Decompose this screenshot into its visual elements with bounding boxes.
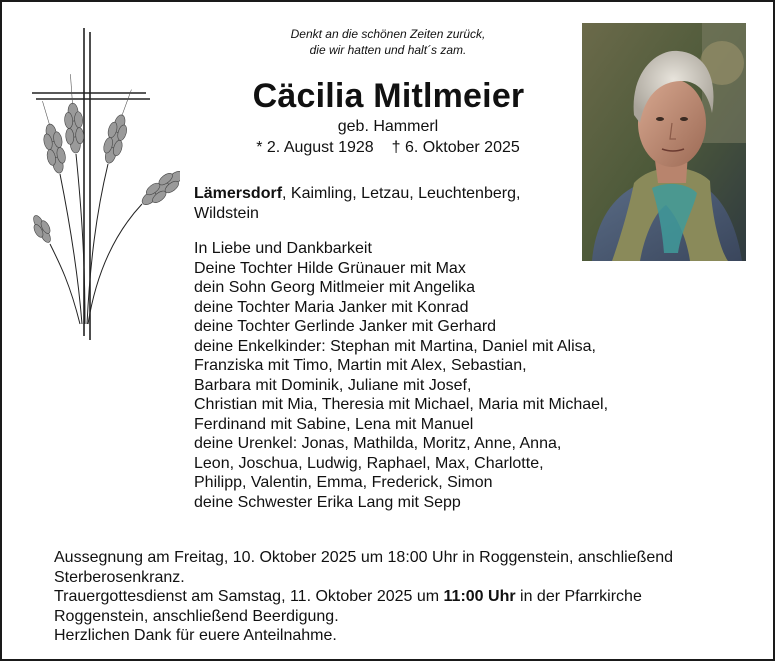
death-date: † 6. Oktober 2025: [391, 139, 520, 156]
places-list: , Kaimling, Letzau, Leuchtenberg,: [282, 185, 521, 202]
deceased-name: Cäcilia Mitlmeier: [252, 77, 525, 115]
mourner-line: Franziska mit Timo, Martin mit Alex, Sebastian,: [194, 357, 527, 374]
mourner-line: dein Sohn Georg Mitlmeier mit Angelika: [194, 279, 476, 296]
mourner-line: Leon, Joschua, Ludwig, Raphael, Max, Charlotte,: [194, 454, 544, 472]
quote-line: die wir hatten und halt´s zam.: [309, 43, 467, 57]
funeral-mass-line: Trauergottesdienst am Samstag, 11. Oktober 2025 um 11:00 Uhr in der Pfarrkirche: [54, 588, 642, 605]
memorial-quote: [238, 26, 538, 58]
birth-date: * 2. August 1928: [256, 139, 374, 156]
thanks-line: Herzlichen Dank für euere Anteilnahme.: [54, 627, 337, 644]
blessing-line: Aussegnung am Freitag, 10. Oktober 2025 um 18:00 Uhr in Roggenstein, anschließend: [54, 549, 674, 566]
rosary-line: Sterberosenkranz.: [54, 568, 185, 586]
mourner-line: deine Schwester Erika Lang mit Sepp: [194, 493, 461, 511]
places-of-residence: [194, 184, 564, 224]
mourner-line: In Liebe und Dankbarkeit: [194, 240, 372, 257]
mourner-line: Deine Tochter Hilde Grünauer mit Max: [194, 259, 466, 277]
life-dates: [202, 138, 574, 158]
funeral-time: 11:00 Uhr: [443, 588, 516, 605]
portrait-photo: [582, 23, 746, 261]
mourner-line: Christian mit Mia, Theresia mit Michael, Maria mit Michael,: [194, 396, 609, 413]
home-village: Lämersdorf: [194, 185, 283, 202]
places-list-line2: Wildstein: [194, 205, 259, 222]
birth-name: geb. Hammerl: [337, 118, 439, 135]
burial-line: Roggenstein, anschließend Beerdigung.: [54, 607, 339, 625]
mourner-line: Barbara mit Dominik, Juliane mit Josef,: [194, 376, 472, 394]
mourner-line: deine Urenkel: Jonas, Mathilda, Moritz, Anne, Anna,: [194, 435, 562, 452]
mourner-line: Philipp, Valentin, Emma, Frederick, Simon: [194, 474, 493, 491]
cross-with-wheat-icon: [30, 24, 180, 344]
mourner-line: deine Enkelkinder: Stephan mit Martina, Daniel mit Alisa,: [194, 337, 596, 355]
mourner-line: Ferdinand mit Sabine, Lena mit Manuel: [194, 415, 474, 433]
mourner-line: deine Tochter Gerlinde Janker mit Gerhard: [194, 318, 497, 335]
mourner-line: deine Tochter Maria Janker mit Konrad: [194, 298, 469, 316]
quote-line: Denkt an die schönen Zeiten zurück,: [290, 27, 486, 41]
service-details: [54, 548, 754, 646]
mourners-list: [194, 239, 664, 512]
